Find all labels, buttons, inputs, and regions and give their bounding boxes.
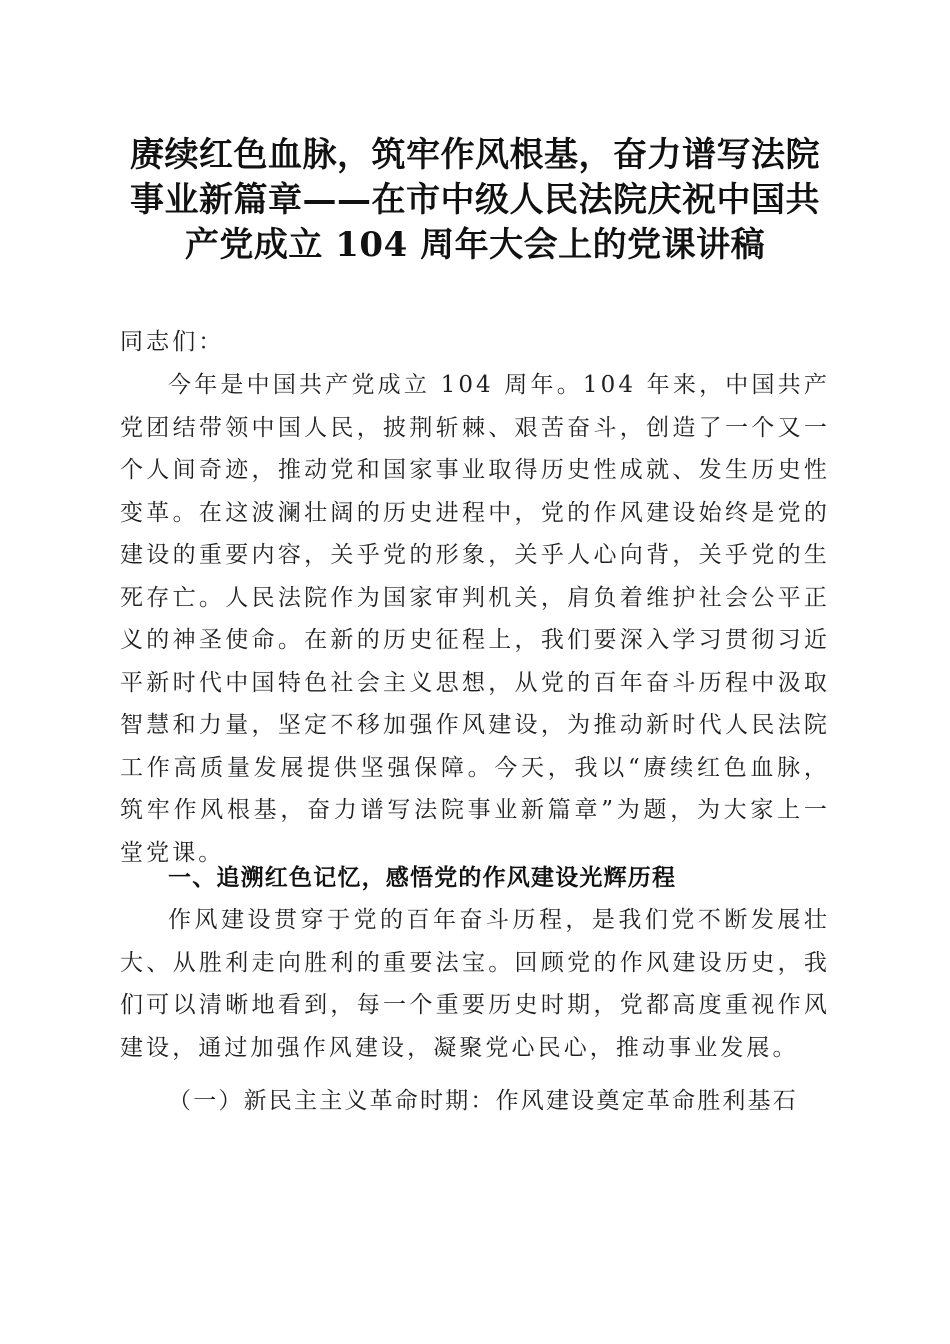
title-line: 赓续红色血脉，筑牢作风根基，奋力谱写法院 xyxy=(130,135,820,175)
intro-paragraph: 今年是中国共产党成立 104 周年。104 年来，中国共产党团结带领中国人民，披荆斩棘、艰苦奋斗，创造了一个又一个人间奇迹，推动党和国家事业取得历史性成就、发生历史性变革。在这波澜壮阔的历史进程中，党的作风建设始终是党的建设的重要内容，关乎党的形象，关乎人心向背，关乎党的生死存亡。人民法院作为国家审判机关，肩负着维护社会公平正义的神圣使命。在新的历史征程上，我们要深入学习贯彻习近平新时代中国特色社会主义思想，从党的百年奋斗历程中汲取智慧和力量，坚定不移加强作风建设，为推动新时代人民法院工作高质量发展提供坚强保障。今天，我以“赓续红色血脉，筑牢作风根基，奋力谱写法院事业新篇章”为题，为大家上一堂党课。 xyxy=(120,372,830,866)
subsection-heading: （一）新民主主义革命时期：作风建设奠定革命胜利基石 xyxy=(168,1088,798,1114)
section-heading: 一、追溯红色记忆，感悟党的作风建设光辉历程 xyxy=(168,865,677,891)
title-line: 事业新篇章——在市中级人民法院庆祝中国共 xyxy=(130,180,820,220)
salutation: 同志们： xyxy=(120,329,225,355)
section-paragraph: 作风建设贯穿于党的百年奋斗历程，是我们党不断发展壮大、从胜利走向胜利的重要法宝。回顾党的作风建设历史，我们可以清晰地看到，每一个重要历史时期，党都高度重视作风建设，通过加强作风建设，凝聚党心民心，推动事业发展。 xyxy=(120,907,830,1061)
document-title xyxy=(110,133,840,268)
title-line: 产党成立 104 周年大会上的党课讲稿 xyxy=(184,225,766,265)
